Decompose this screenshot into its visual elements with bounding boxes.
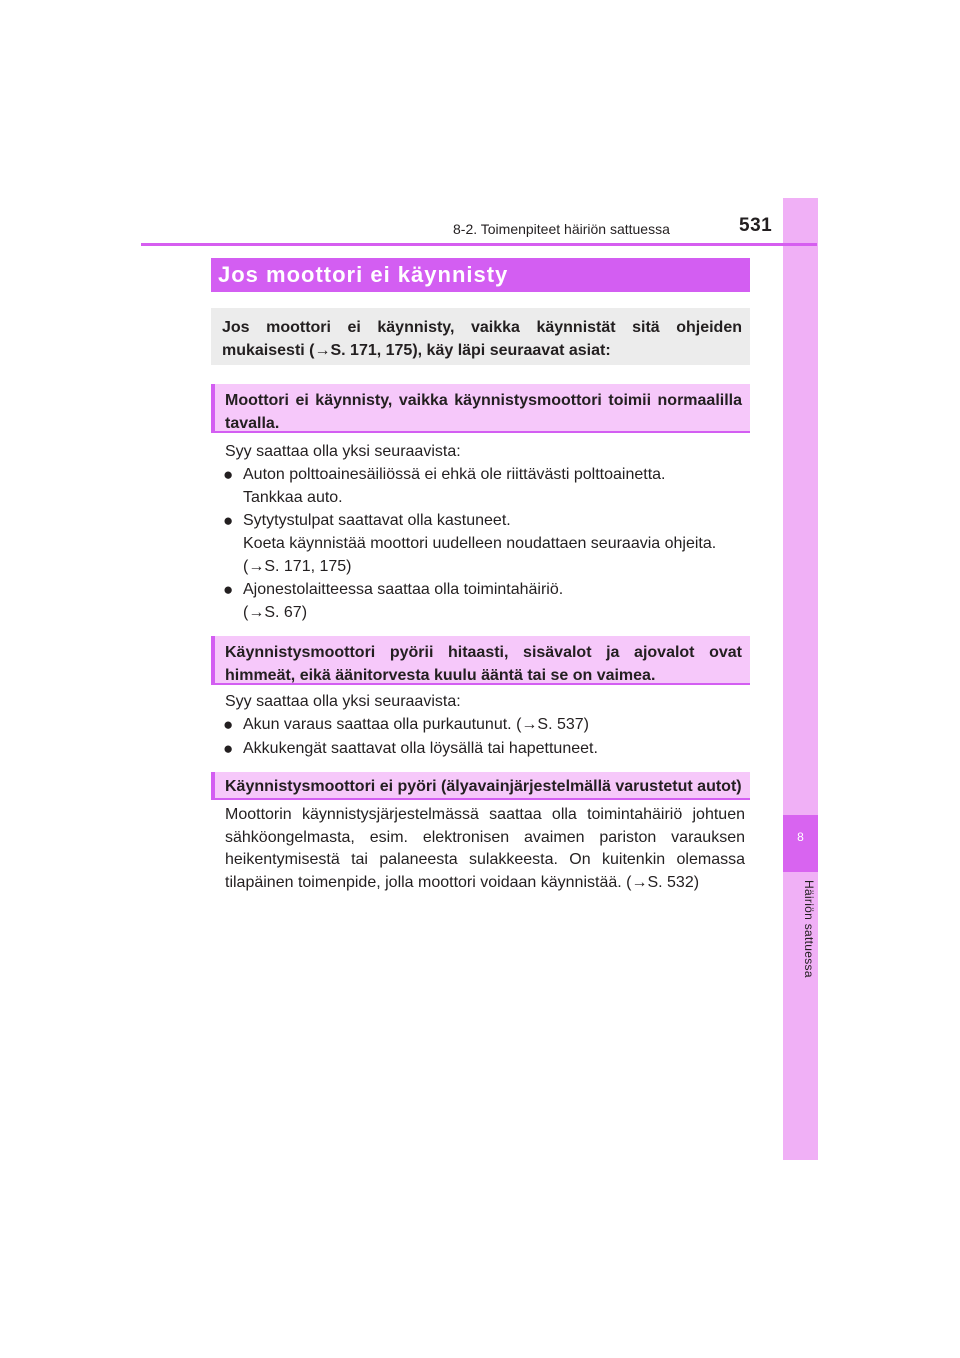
page-number: 531 xyxy=(739,215,773,236)
bullet-text: Koeta käynnistää moottori uudelleen noudattaen seuraavia ohjeita. xyxy=(243,535,717,552)
page-title: Jos moottori ei käynnisty xyxy=(211,258,750,292)
list-item xyxy=(223,578,748,624)
bullet-icon: ● xyxy=(223,511,234,530)
bullet-icon: ● xyxy=(223,739,234,758)
bullet-text: Ajonestolaitteessa saattaa olla toimintahäiriö. xyxy=(243,581,564,598)
bullet-text: (→S. 171, 175) xyxy=(243,558,352,575)
section-paragraph-3: Moottorin käynnistysjärjestelmässä saattaa olla toimintahäiriö johtuen sähköongelmasta, esim. elektronisen avaimen pariston varauksen heikentymisestä tai palaneesta sulakkeesta. On kuitenkin olemassa tilapäinen toimenpide, jolla moottori voidaan käynnistää. (→S. 532) xyxy=(225,806,745,891)
section-heading-2: Käynnistysmoottori pyörii hitaasti, sisävalot ja ajovalot ovat himmeät, eikä äänitorvesta kuulu ääntä tai se on vaimea. xyxy=(211,636,750,685)
bullet-text: Sytytystulpat saattavat olla kastuneet. xyxy=(243,512,511,529)
section-heading-1: Moottori ei käynnisty, vaikka käynnistysmoottori toimii normaalilla tavalla. xyxy=(211,384,750,433)
section-heading-3: Käynnistysmoottori ei pyöri (älyavainjärjestelmällä varustetut autot) xyxy=(211,772,750,800)
list-item xyxy=(223,463,748,509)
bullet-icon: ● xyxy=(223,465,234,484)
bullet-text: Auton polttoainesäiliössä ei ehkä ole riittävästi polttoainetta. xyxy=(243,466,666,483)
section-lead-1: Syy saattaa olla yksi seuraavista: xyxy=(225,443,461,460)
header-section-title: 8-2. Toimenpiteet häiriön sattuessa xyxy=(453,221,670,237)
list-item xyxy=(223,509,748,578)
list-item xyxy=(223,737,748,760)
intro-box: Jos moottori ei käynnisty, vaikka käynnistät sitä ohjeiden mukaisesti (→S. 171, 175), käy läpi seuraavat asiat: xyxy=(211,308,750,365)
chapter-side-tab xyxy=(783,198,818,1160)
bullet-icon: ● xyxy=(223,580,234,599)
bullet-text: Akkukengät saattavat olla löysällä tai hapettuneet. xyxy=(243,740,598,757)
chapter-label: Häiriön sattuessa xyxy=(802,880,816,978)
header-rule xyxy=(141,243,817,246)
section-lead-2: Syy saattaa olla yksi seuraavista: xyxy=(225,693,461,710)
bullet-text: Tankkaa auto. xyxy=(243,489,343,506)
bullet-icon: ● xyxy=(223,715,234,734)
list-item xyxy=(223,713,748,736)
bullet-text: Akun varaus saattaa olla purkautunut. (→S. 537) xyxy=(243,716,589,733)
chapter-number: 8 xyxy=(797,830,804,844)
bullet-text: (→S. 67) xyxy=(243,604,308,621)
